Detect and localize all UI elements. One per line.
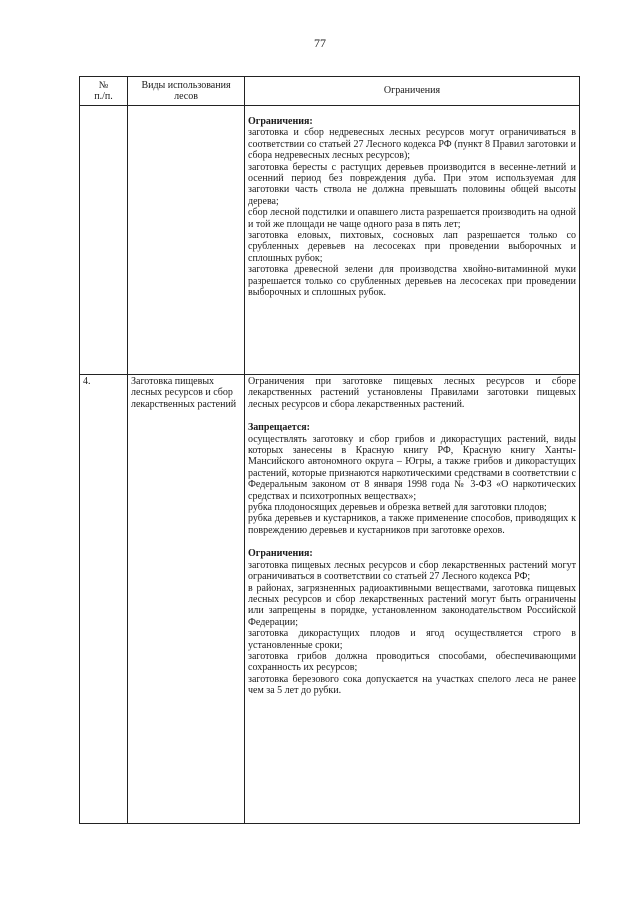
paragraph: заготовка и сбор недревесных лесных ресурсов могут ограничиваться в соответствии со статьей 27 Лесного кодекса РФ (пункт 8 Правил заготовки и сбора недревесных лесных ресурсов);	[248, 127, 576, 162]
paragraph: рубка плодоносящих деревьев и обрезка ветвей для заготовки плодов;	[248, 502, 547, 514]
cell-type: Заготовка пищевых лесных ресурсов и сбор лекарственных растений	[128, 375, 245, 824]
paragraph: сбор лесной подстилки и опавшего листа разрешается производить на одной и той же площади не чаще одного раза в пять лет;	[248, 207, 576, 230]
section-heading: Ограничения:	[248, 548, 313, 560]
header-usage-types: Виды использования лесов	[128, 77, 245, 106]
header-number-line2: п./п.	[94, 91, 113, 102]
cell-type	[128, 106, 245, 375]
paragraph: заготовка бересты с растущих деревьев производится в весенне-летний и осенний период без повреждения дуба. При этом используемая для заготовки часть ствола не должна превышать половины общей высоты дерева;	[248, 161, 576, 207]
table-header-row	[80, 77, 580, 106]
section-heading: Запрещается:	[248, 422, 311, 434]
paragraph: в районах, загрязненных радиоактивными веществами, заготовка пищевых лесных ресурсов и сбор лекарственных растений могут быть ограничены или запрещены в порядке, установленном законодательством Российской Федерации;	[248, 582, 576, 628]
header-number-line1: №	[98, 79, 109, 91]
paragraph: рубка деревьев и кустарников, а также применение способов, приводящих к повреждению деревьев и кустарников при заготовке орехов.	[248, 513, 576, 536]
table-row	[80, 375, 580, 824]
section-heading: Ограничения:	[248, 116, 313, 127]
paragraph: заготовка пищевых лесных ресурсов и сбор лекарственных растений могут ограничиваться в соответствии со статьей 27 Лесного кодекса РФ;	[248, 559, 576, 583]
paragraph: заготовка еловых, пихтовых, сосновых лап разрешается только со срубленных деревьев на лесосеках при проведении выборочных и сплошных рубок;	[248, 230, 576, 264]
paragraph: заготовка дикорастущих плодов и ягод осуществляется строго в установленные сроки;	[248, 628, 576, 651]
cell-number: 4.	[80, 375, 128, 824]
cell-restrictions	[245, 106, 580, 375]
paragraph: заготовка грибов должна проводиться способами, обеспечивающими сохранность их ресурсов;	[248, 650, 576, 674]
paragraph: заготовка березового сока допускается на участках спелого леса не ранее чем за 5 лет до рубки.	[248, 673, 576, 697]
cell-restrictions	[245, 375, 580, 824]
header-number	[80, 77, 128, 106]
cell-number	[80, 106, 128, 375]
paragraph: осуществлять заготовку и сбор грибов и дикорастущих растений, виды которых занесены в Красную книгу РФ, Красную книгу Ханты-Мансийского автономного округа – Югры, а также грибов и дикорастущих растений, которые признаются наркотическими средствами в соответствии с Федеральным законом от 8 января 1998 года № 3-ФЗ «О наркотических средствах и психотропных веществах»;	[248, 433, 576, 502]
restrictions-table	[79, 76, 580, 824]
paragraph-intro: Ограничения при заготовке пищевых лесных ресурсов и сборе лекарственных растений установлены Правилами заготовки пищевых лесных ресурсов и сбора лекарственных растений.	[248, 376, 576, 410]
page-number: 77	[314, 36, 326, 50]
paragraph: заготовка древесной зелени для производства хвойно-витаминной муки разрешается только со срубленных деревьев на лесосеках при проведении выборочных и сплошных рубок.	[248, 264, 576, 299]
header-restrictions: Ограничения	[245, 77, 580, 106]
table-row	[80, 106, 580, 375]
